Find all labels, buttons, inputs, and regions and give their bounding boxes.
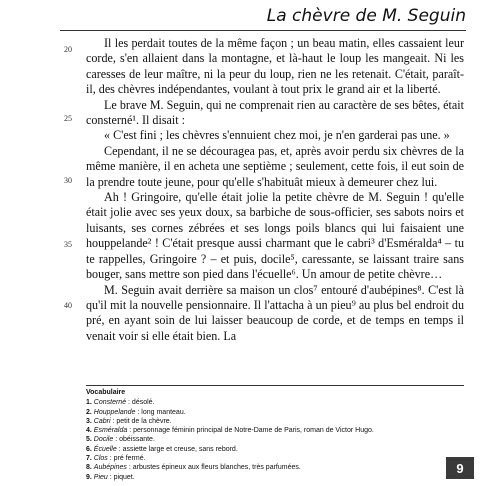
paragraph: Cependant, il ne se découragea pas, et, après avoir perdu six chèvres de la même manière, il en acheta une septième ; seulement, cette fois, il eut soin de la prendre toute jeune, pour qu'elle s'habituât mieux à demeurer chez lui. [86, 143, 464, 189]
vocab-term: Pieu [93, 473, 108, 481]
vocab-num: 1. [86, 399, 92, 407]
vocab-term: Cabri [93, 417, 111, 425]
vocab-def: : personnage féminin principal de Notre-Dame de Paris, roman de Victor Hugo. [127, 427, 374, 435]
story-body [86, 36, 464, 344]
vocab-term: Docile [93, 436, 114, 444]
vocabulary-item [86, 426, 464, 435]
vocab-term: Consterné [93, 399, 127, 407]
vocabulary-item [86, 398, 464, 407]
vocabulary-item [86, 408, 464, 417]
vocabulary-title: Vocabulaire [86, 389, 126, 396]
vocab-term: Aubépines [93, 464, 127, 472]
vocab-num: 6. [86, 445, 92, 453]
vocabulary-rule [86, 385, 464, 386]
line-number-40: 40 [64, 301, 72, 310]
line-number-30: 30 [64, 176, 72, 185]
vocab-def: : désolé. [126, 399, 155, 407]
vocab-num: 7. [86, 455, 92, 463]
vocab-def: : assiette large et creuse, sans rebord. [116, 445, 238, 453]
vocabulary-item [86, 445, 464, 454]
vocab-term: Clos [93, 455, 108, 463]
paragraph: Il les perdait toutes de la même façon ; un beau matin, elles cassaient leur corde, s'en allaient dans la montagne, et là-haut le loup les mangeait. Ni les caresses de leur maître, ni la peur du loup, rien ne les retenait. C'était, paraît-il, des chèvres indépendantes, voulant à tout prix le grand air et la liberté. [86, 36, 464, 97]
vocab-def: : arbustes épineux aux fleurs blanches, très parfumées. [126, 464, 301, 472]
vocab-def: : piquet. [107, 473, 135, 481]
vocab-num: 2. [86, 408, 92, 416]
paragraph: M. Seguin avait derrière sa maison un clos⁷ entouré d'aubépines⁸. C'est là qu'il mit la nouvelle pensionnaire. Il l'attacha à un pieu⁹ au plus bel endroit du pré, en ayant soin de lui laisser beaucoup de corde, et de temps en temps il venait voir si elle était bien. La [86, 282, 464, 343]
paragraph: Le brave M. Seguin, qui ne comprenait rien au caractère de ses bêtes, était consterné¹. Il disait : [86, 97, 464, 128]
paragraph: Ah ! Gringoire, qu'elle était jolie la petite chèvre de M. Seguin ! qu'elle était jolie avec ses yeux doux, sa barbiche de sous-officier, ses sabots noirs et luisants, ses cornes zébrées et ses longs poils blancs qui lui faisaient une houppelande² ! C'était presque aussi charmant que le cabri³ d'Esméralda⁴ – tu te rappelles, Gringoire ? – et puis, docile⁵, caressante, se laissant traire sans bouger, sans mettre son pied dans l'écuelle⁶. Un amour de petite chèvre… [86, 190, 464, 282]
line-number-25: 25 [64, 114, 72, 123]
vocab-def: : obéissante. [113, 436, 155, 444]
header-rule [60, 30, 466, 31]
vocabulary-item [86, 454, 464, 463]
vocab-term: Houppelande [93, 408, 136, 416]
vocabulary-item [86, 473, 464, 482]
vocab-num: 4. [86, 427, 92, 435]
vocabulary-item [86, 435, 464, 444]
vocab-def: : petit de la chèvre. [110, 417, 172, 425]
vocabulary-item [86, 417, 464, 426]
vocab-num: 5. [86, 436, 92, 444]
vocab-def: : pré fermé. [107, 455, 146, 463]
line-number-35: 35 [64, 240, 72, 249]
vocab-term: Esméralda [93, 427, 128, 435]
vocab-num: 8. [86, 464, 92, 472]
line-number-20: 20 [64, 45, 72, 54]
vocabulary-box [86, 388, 464, 482]
vocab-term: Écuelle [93, 445, 117, 453]
vocabulary-item [86, 463, 464, 472]
vocab-num: 9. [86, 473, 92, 481]
vocab-num: 3. [86, 417, 92, 425]
paragraph: « C'est fini ; les chèvres s'ennuient chez moi, je n'en garderai pas une. » [104, 128, 450, 143]
page-number-badge: 9 [446, 457, 474, 479]
page-header-title: La chèvre de M. Seguin [266, 6, 466, 26]
vocab-def: : long manteau. [135, 408, 186, 416]
